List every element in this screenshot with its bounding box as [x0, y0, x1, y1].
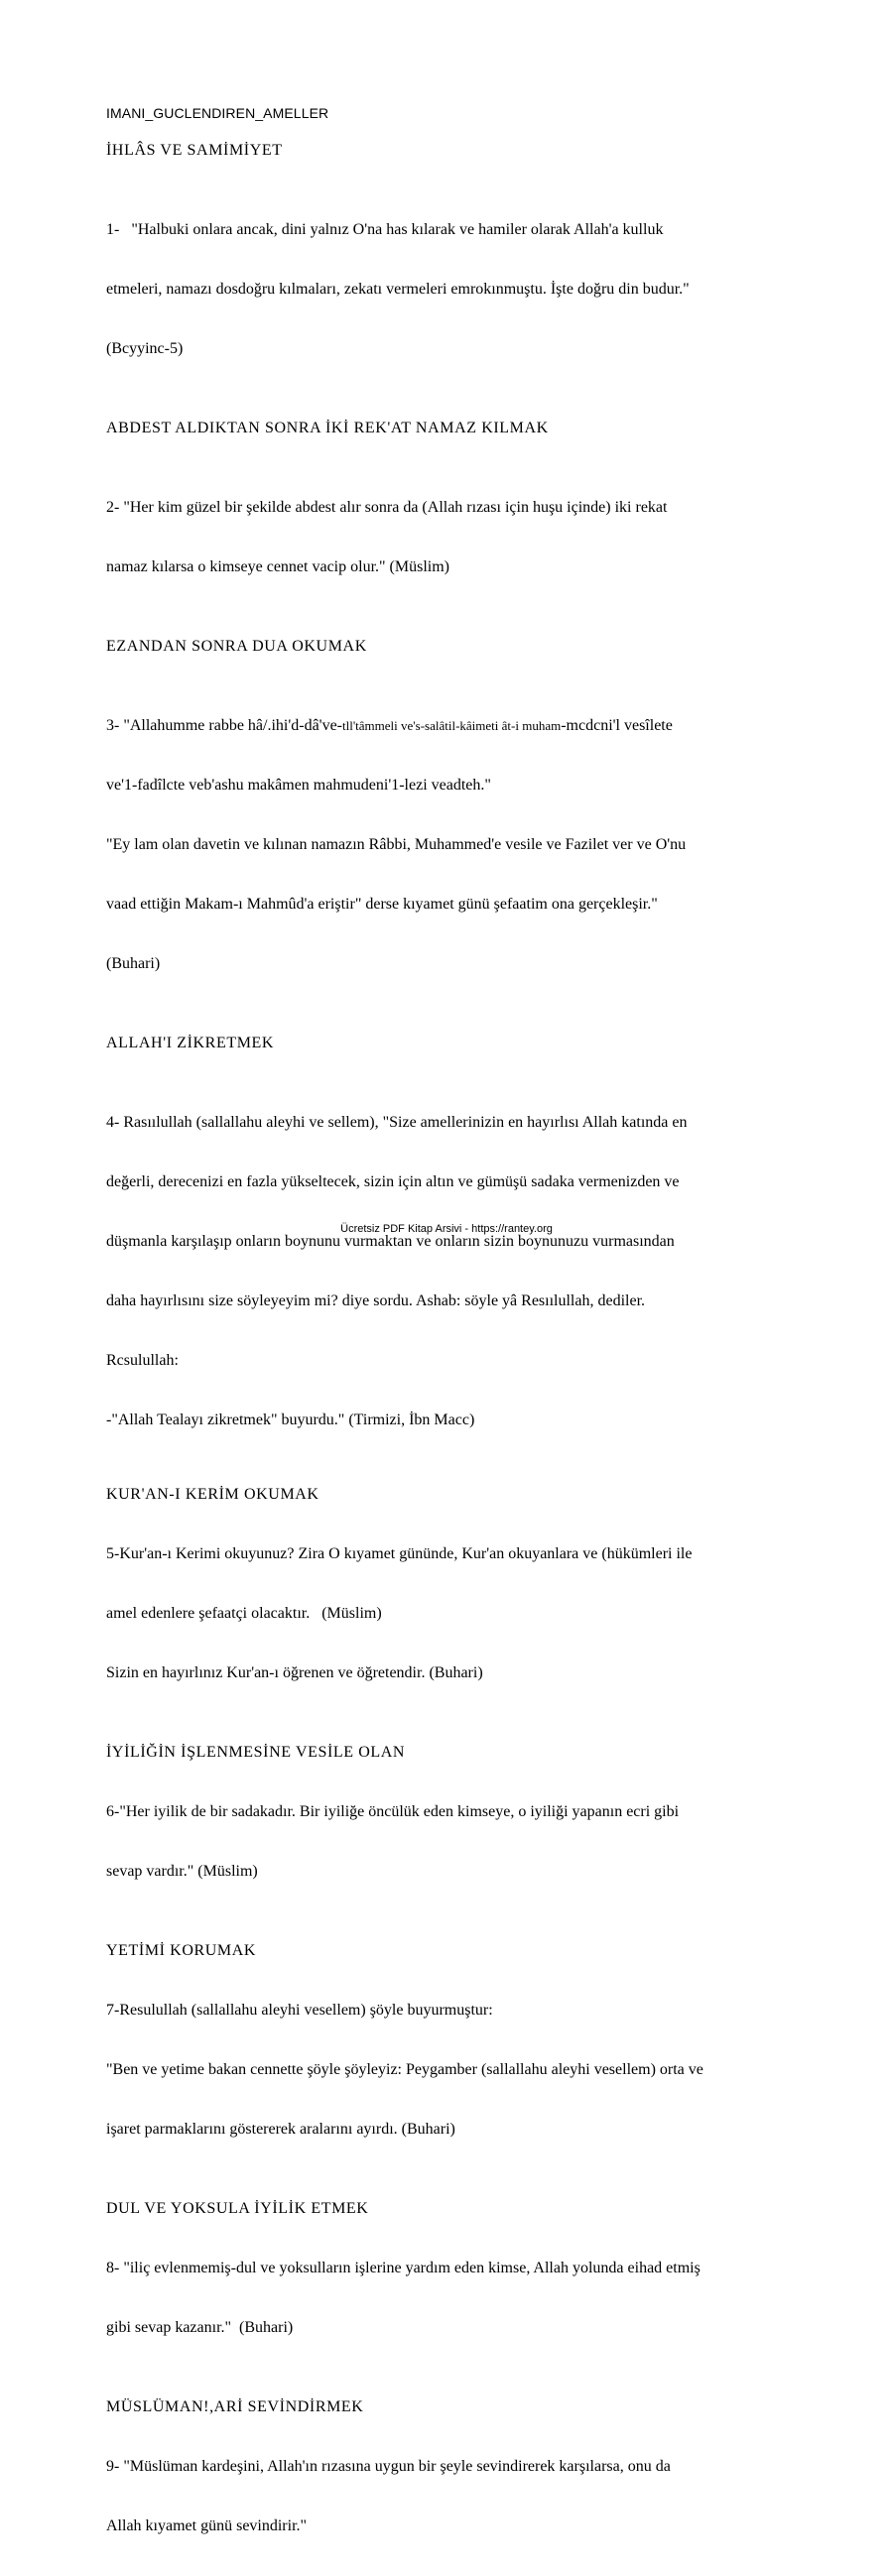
text-segment: -mcdcni'l vesîlete: [561, 717, 673, 734]
section-heading: DUL VE YOKSULA İYİLİK ETMEK: [106, 2200, 369, 2217]
text-line: ve'1-fadîlcte veb'ashu makâmen mahmudeni'1-lezi veadteh.": [106, 777, 491, 794]
text-line: namaz kılarsa o kimseye cennet vacip olur." (Müslim): [106, 558, 449, 575]
page-footer: Ücretsiz PDF Kitap Arsivi - https://rantey.org: [340, 1223, 553, 1235]
text-line: değerli, derecenizi en fazla yükseltecek, sizin için altın ve gümüşü sadaka vermenizden ve: [106, 1173, 680, 1190]
section-paragraph: [106, 1073, 801, 1470]
text-line: 2- "Her kim güzel bir şekilde abdest alır sonra da (Allah rızası için huşu içinde) iki rekat: [106, 499, 668, 516]
text-line: "Ben ve yetime bakan cennette şöyle şöyleyiz: Peygamber (sallallahu aleyhi vesellem) orta ve: [106, 2061, 703, 2078]
text-line: 7-Resulullah (sallallahu aleyhi vesellem) şöyle buyurmuştur:: [106, 2002, 493, 2019]
text-segment: 3- "Allahumme rabbe hâ/.ihi'd-dâ've-: [106, 717, 342, 734]
text-segment-small: tll'tâmmeli ve's-salâtil-kâimeti ât-i muham: [342, 718, 562, 733]
document-title: IMANI_GUCLENDIREN_AMELLER: [106, 105, 329, 121]
section-paragraph: [106, 1763, 801, 1921]
text-line: 4- Rasıılullah (sallallahu aleyhi ve sellem), "Size amellerinizin en hayırlısı Allah katında en: [106, 1114, 688, 1131]
text-line: vaad ettiğin Makam-ı Mahmûd'a eriştir" derse kıyamet günü şefaatim ona gerçekleşir.": [106, 896, 658, 913]
text-line: etmeleri, namazı dosdoğru kılmaları, zekatı vermeleri emrokınmuştu. İşte doğru din budur.": [106, 281, 690, 298]
text-line: 8- "iliç evlenmemiş-dul ve yoksulların işlerine yardım eden kimse, Allah yolunda eihad etmiş: [106, 2260, 701, 2276]
section-paragraph: [106, 1961, 801, 2179]
section-paragraph: [106, 2219, 801, 2378]
text-line: işaret parmaklarını göstererek aralarını ayırdı. (Buhari): [106, 2121, 455, 2138]
text-line: (Bcyyinc-5): [106, 340, 184, 357]
section-heading: İHLÂS VE SAMİMİYET: [106, 142, 283, 159]
section-paragraph: [106, 676, 801, 1014]
section-paragraph: [106, 181, 801, 399]
text-line: 5-Kur'an-ı Kerimi okuyunuz? Zira O kıyamet gününde, Kur'an okuyanlara ve (hükümleri ile: [106, 1545, 693, 1562]
text-line: [106, 716, 801, 736]
text-line: daha hayırlısını size söyleyeyim mi? diye sordu. Ashab: söyle yâ Resıılullah, dediler.: [106, 1292, 646, 1309]
text-line: amel edenlere şefaatçi olacaktır. (Müslim): [106, 1605, 382, 1622]
text-line: Allah kıyamet günü sevindirir.": [106, 2517, 308, 2534]
text-line: "Ey lam olan davetin ve kılınan namazın Râbbi, Muhammed'e vesile ve Fazilet ver ve O'nu: [106, 836, 687, 853]
text-line: Sizin en hayırlınız Kur'an-ı öğrenen ve öğretendir. (Buhari): [106, 1664, 483, 1681]
section-heading: MÜSLÜMAN!,ARİ SEVİNDİRMEK: [106, 2398, 364, 2415]
section-heading: ALLAH'I ZİKRETMEK: [106, 1035, 275, 1051]
text-line: düşmanla karşılaşıp onların boynunu vurmaktan ve onların sizin boynunuzu vurmasından: [106, 1233, 675, 1250]
text-line: -"Allah Tealayı zikretmek" buyurdu." (Tirmizi, İbn Macc): [106, 1411, 475, 1428]
document-body: [106, 141, 801, 2576]
text-line: gibi sevap kazanır." (Buhari): [106, 2319, 294, 2336]
section-heading: EZANDAN SONRA DUA OKUMAK: [106, 638, 367, 655]
text-line: Rcsulullah:: [106, 1352, 179, 1369]
text-line: sevap vardır." (Müslim): [106, 1863, 258, 1880]
section-paragraph: [106, 458, 801, 617]
text-line: (Buhari): [106, 955, 161, 972]
section-heading: İYİLİĞİN İŞLENMESİNE VESİLE OLAN: [106, 1744, 406, 1761]
section-heading: ABDEST ALDIKTAN SONRA İKİ REK'AT NAMAZ KILMAK: [106, 420, 549, 436]
text-line: 9- "Müslüman kardeşini, Allah'ın rızasına uygun bir şeyle sevindirerek karşılarsa, onu da: [106, 2458, 671, 2475]
section-paragraph: [106, 1505, 801, 1723]
section-paragraph: [106, 2417, 801, 2576]
section-heading: KUR'AN-I KERİM OKUMAK: [106, 1486, 319, 1503]
section-heading: YETİMİ KORUMAK: [106, 1942, 257, 1959]
text-line: 1- "Halbuki onlara ancak, dini yalnız O'na has kılarak ve hamiler olarak Allah'a kulluk: [106, 221, 664, 238]
text-line: 6-"Her iyilik de bir sadakadır. Bir iyiliğe öncülük eden kimseye, o iyiliği yapanın ecri gibi: [106, 1803, 680, 1820]
